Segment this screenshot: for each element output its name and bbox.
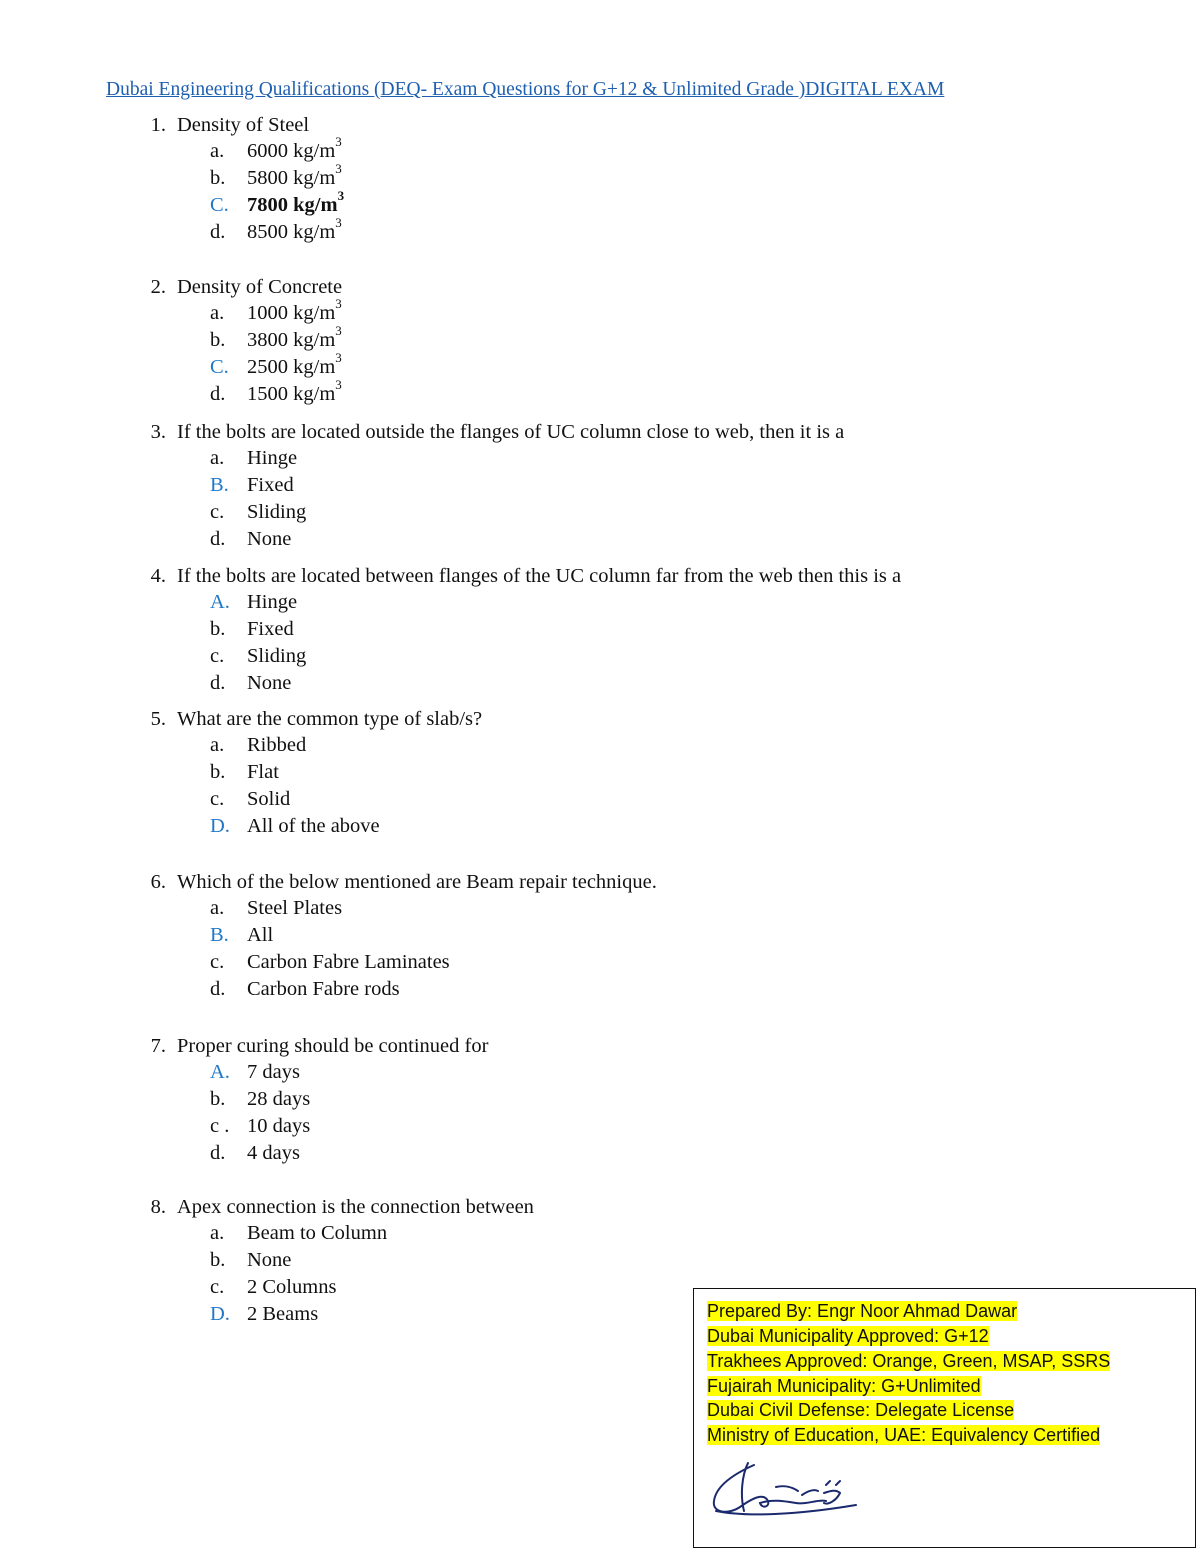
unit-superscript: 3 [335,350,342,366]
option-letter: B. [210,474,229,496]
option-text [247,1140,300,1167]
option-value: Carbon Fabre rods [247,978,400,1000]
question-item [0,869,1200,896]
answer-option-correct [0,188,1200,219]
option-letter: c. [210,501,225,523]
option-value: 2500 kg/m [247,356,336,378]
answer-option [0,643,1200,670]
option-letter: c. [210,951,225,973]
option-text [247,526,291,553]
option-value: 6000 kg/m [247,140,336,162]
option-letter: D. [210,1303,230,1325]
option-value: Fixed [247,618,294,640]
document-title[interactable]: Dubai Engineering Qualifications (DEQ- Exam Questions for G+12 & Unlimited Grade )DIGITAL EXAM [106,79,945,100]
answer-option-correct [0,813,1200,840]
answer-option [0,445,1200,472]
option-letter: c . [210,1115,230,1137]
option-letter: b. [210,618,226,640]
option-value: None [247,1249,292,1271]
question-item [0,1033,1200,1060]
option-text [247,296,342,327]
option-letter: c. [210,788,225,810]
question-number: 8. [150,1196,166,1218]
option-value: Flat [247,761,279,783]
answer-option [0,1113,1200,1140]
author-line: Dubai Civil Defense: Delegate License [707,1400,1015,1420]
option-text [247,813,380,840]
option-text [247,643,306,670]
option-text [247,732,306,759]
option-value: All of the above [247,815,380,837]
option-value: 28 days [247,1088,311,1110]
question-number: 5. [150,708,166,730]
answer-option [0,616,1200,643]
option-letter: C. [210,194,229,216]
question-text: What are the common type of slab/s? [177,708,483,730]
option-value: 7800 kg/m [247,194,338,216]
option-value: Sliding [247,645,307,667]
option-value: 1000 kg/m [247,302,336,324]
answer-option [0,786,1200,813]
author-line: Prepared By: Engr Noor Ahmad Dawar [707,1301,1018,1321]
answer-option [0,759,1200,786]
option-letter: a. [210,734,225,756]
option-text [247,445,297,472]
answer-option [0,949,1200,976]
option-letter: b. [210,1249,226,1271]
answer-option [0,215,1200,246]
option-text [247,616,294,643]
option-letter: c. [210,645,225,667]
option-value: Carbon Fabre Laminates [247,951,450,973]
option-letter: a. [210,140,225,162]
option-letter: a. [210,1222,225,1244]
answer-option [0,161,1200,192]
question-number: 1. [150,114,166,136]
option-letter: a. [210,447,225,469]
question-number: 4. [150,565,166,587]
option-value: 1500 kg/m [247,383,336,405]
author-box [693,1288,1196,1548]
option-value: 7 days [247,1061,300,1083]
question-item [0,1194,1200,1221]
option-text [247,323,342,354]
option-text [247,922,273,949]
question-item [0,563,1200,590]
option-text [247,1274,336,1301]
option-text [247,215,342,246]
unit-superscript: 3 [335,296,342,312]
answer-option [0,323,1200,354]
question-item [0,112,1200,139]
question-text: If the bolts are located between flanges of the UC column far from the web then this is a [177,565,902,587]
answer-option-correct [0,922,1200,949]
option-letter: d. [210,221,226,243]
author-line: Ministry of Education, UAE: Equivalency Certified [707,1425,1101,1445]
question-text: Proper curing should be continued for [177,1035,489,1057]
option-value: None [247,672,292,694]
question-item [0,706,1200,733]
unit-superscript: 3 [335,377,342,393]
answer-option [0,1140,1200,1167]
option-text [247,895,342,922]
answer-option [0,1220,1200,1247]
option-value: 10 days [247,1115,311,1137]
option-text [247,1113,310,1140]
unit-superscript: 3 [335,134,342,150]
option-letter: A. [210,1061,230,1083]
author-line: Trakhees Approved: Orange, Green, MSAP, SSRS [707,1351,1111,1371]
answer-option [0,670,1200,697]
option-letter: a. [210,302,225,324]
answer-option-correct [0,589,1200,616]
option-value: 2 Beams [247,1303,319,1325]
unit-superscript: 3 [335,323,342,339]
answer-option-correct [0,1059,1200,1086]
question-text: Which of the below mentioned are Beam repair technique. [177,871,657,893]
answer-option [0,895,1200,922]
option-value: Fixed [247,474,294,496]
option-letter: b. [210,329,226,351]
author-line: Fujairah Municipality: G+Unlimited [707,1376,981,1396]
unit-superscript: 3 [335,161,342,177]
answer-option [0,976,1200,1003]
option-letter: A. [210,591,230,613]
option-value: Beam to Column [247,1222,388,1244]
option-letter: a. [210,897,225,919]
answer-option [0,499,1200,526]
answer-option-correct [0,350,1200,381]
option-text [247,1059,300,1086]
option-value: Hinge [247,447,298,469]
option-text [247,589,297,616]
answer-option [0,732,1200,759]
question-number: 6. [150,871,166,893]
option-text [247,134,342,165]
option-letter: b. [210,167,226,189]
option-letter: d. [210,528,226,550]
option-value: 8500 kg/m [247,221,336,243]
option-text [247,472,294,499]
unit-superscript: 3 [335,215,342,231]
question-text: Density of Concrete [177,276,343,298]
option-value: 2 Columns [247,1276,337,1298]
option-letter: d. [210,383,226,405]
question-item [0,274,1200,301]
option-text [247,188,345,219]
answer-option [0,134,1200,165]
option-value: Solid [247,788,291,810]
option-value: 3800 kg/m [247,329,336,351]
answer-option-correct [0,472,1200,499]
option-value: None [247,528,292,550]
question-text: Apex connection is the connection between [177,1196,534,1218]
option-letter: b. [210,1088,226,1110]
option-letter: c. [210,1276,225,1298]
option-value: Steel Plates [247,897,343,919]
option-letter: d. [210,672,226,694]
option-value: 5800 kg/m [247,167,336,189]
option-text [247,1086,310,1113]
answer-option [0,1086,1200,1113]
answer-option [0,377,1200,408]
answer-option [0,296,1200,327]
answer-option [0,1247,1200,1274]
unit-superscript: 3 [337,188,345,204]
option-value: All [247,924,274,946]
question-text: Density of Steel [177,114,310,136]
question-number: 7. [150,1035,166,1057]
option-value: Ribbed [247,734,307,756]
option-text [247,670,291,697]
option-letter: d. [210,1142,226,1164]
option-text [247,377,342,408]
option-letter: b. [210,761,226,783]
option-value: Hinge [247,591,298,613]
option-text [247,350,342,381]
signature-image [706,1445,866,1525]
option-text [247,161,342,192]
question-number: 2. [150,276,166,298]
option-text [247,976,400,1003]
option-value: 4 days [247,1142,300,1164]
question-number: 3. [150,421,166,443]
option-text [247,1220,387,1247]
question-item [0,419,1200,446]
option-letter: d. [210,978,226,1000]
option-text [247,759,279,786]
option-text [247,786,290,813]
option-letter: B. [210,924,229,946]
option-value: Sliding [247,501,307,523]
option-text [247,949,450,976]
option-text [247,499,306,526]
option-text [247,1247,291,1274]
option-text [247,1301,318,1328]
option-letter: C. [210,356,229,378]
question-text: If the bolts are located outside the flanges of UC column close to web, then it is a [177,421,845,443]
answer-option [0,526,1200,553]
option-letter: D. [210,815,230,837]
author-line: Dubai Municipality Approved: G+12 [707,1326,989,1346]
